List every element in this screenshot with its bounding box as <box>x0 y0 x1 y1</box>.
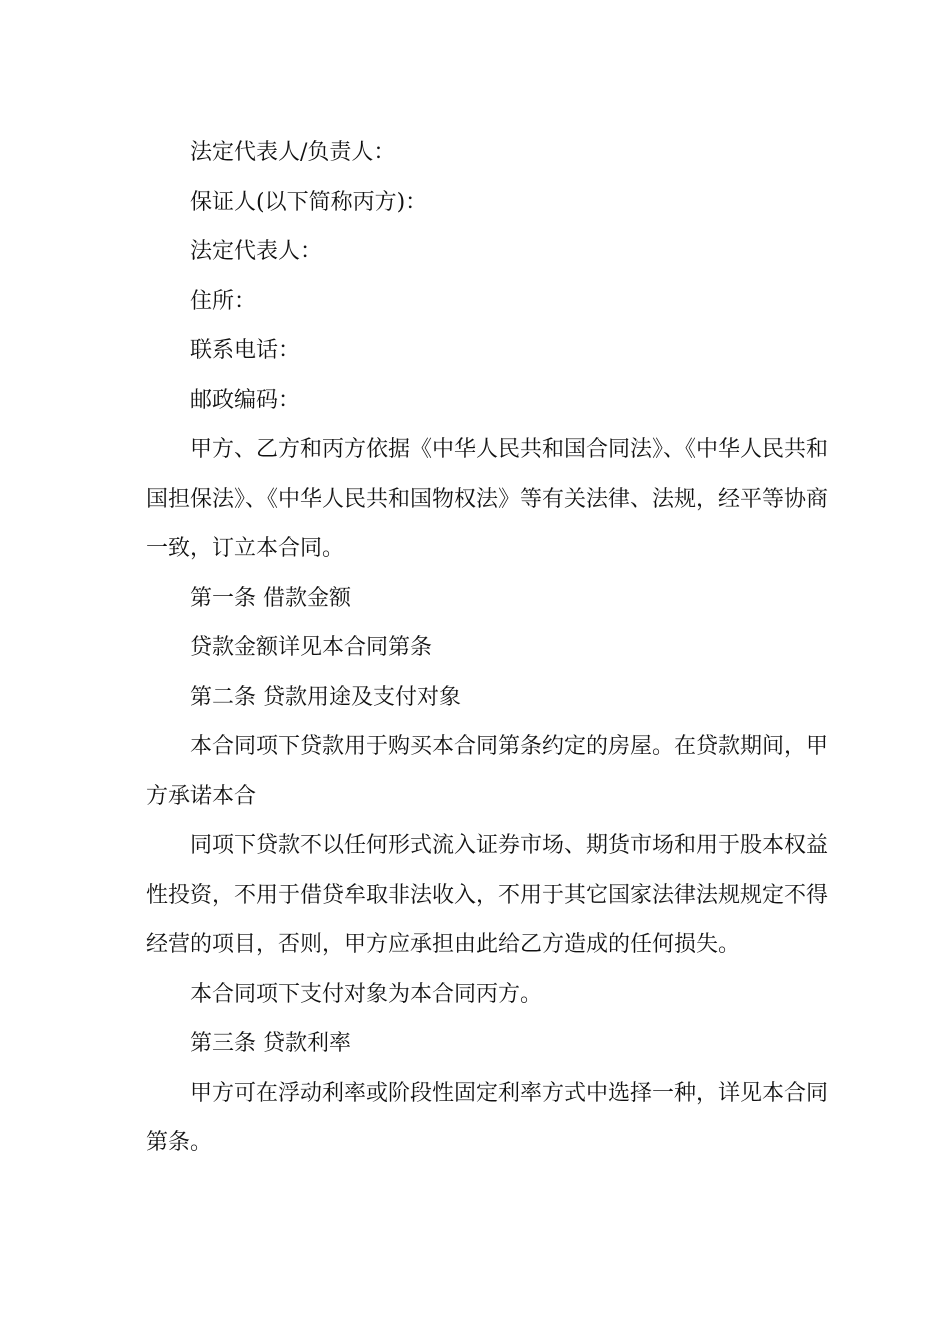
document-body <box>146 128 836 1168</box>
article-2-text-1: 本合同项下贷款用于购买本合同第条约定的房屋。在贷款期间，甲方承诺本合 <box>146 734 829 809</box>
preamble-paragraph: 甲方、乙方和丙方依据《中华人民共和国合同法》、《中华人民共和国担保法》、《中华人民共和国物权法》等有关法律、法规，经平等协商一致，订立本合同。 <box>146 437 829 561</box>
article-2-heading: 第二条 贷款用途及支付对象 <box>190 684 461 710</box>
article-1-text: 贷款金额详见本合同第条 <box>190 635 433 660</box>
article-1-heading: 第一条 借款金额 <box>190 585 351 611</box>
legal-representative-line: 法定代表人/负责人： <box>190 140 396 165</box>
article-2-text-2: 同项下贷款不以任何形式流入证券市场、期货市场和用于股本权益性投资，不用于借贷牟取非法收入，不用于其它国家法律法规规定不得经营的项目，否则，甲方应承担由此给乙方造成的任何损失。 <box>146 833 829 957</box>
guarantor-legal-representative-line: 法定代表人： <box>190 239 323 264</box>
article-2-text-3: 本合同项下支付对象为本合同丙方。 <box>190 981 543 1007</box>
article-3-text: 甲方可在浮动利率或阶段性固定利率方式中选择一种，详见本合同第条。 <box>146 1080 829 1155</box>
guarantor-line: 保证人(以下简称丙方)： <box>190 189 428 215</box>
article-3-heading: 第三条 贷款利率 <box>190 1031 351 1056</box>
postal-code-line: 邮政编码： <box>190 387 301 413</box>
address-line: 住所： <box>190 288 257 314</box>
phone-line: 联系电话： <box>190 338 301 363</box>
